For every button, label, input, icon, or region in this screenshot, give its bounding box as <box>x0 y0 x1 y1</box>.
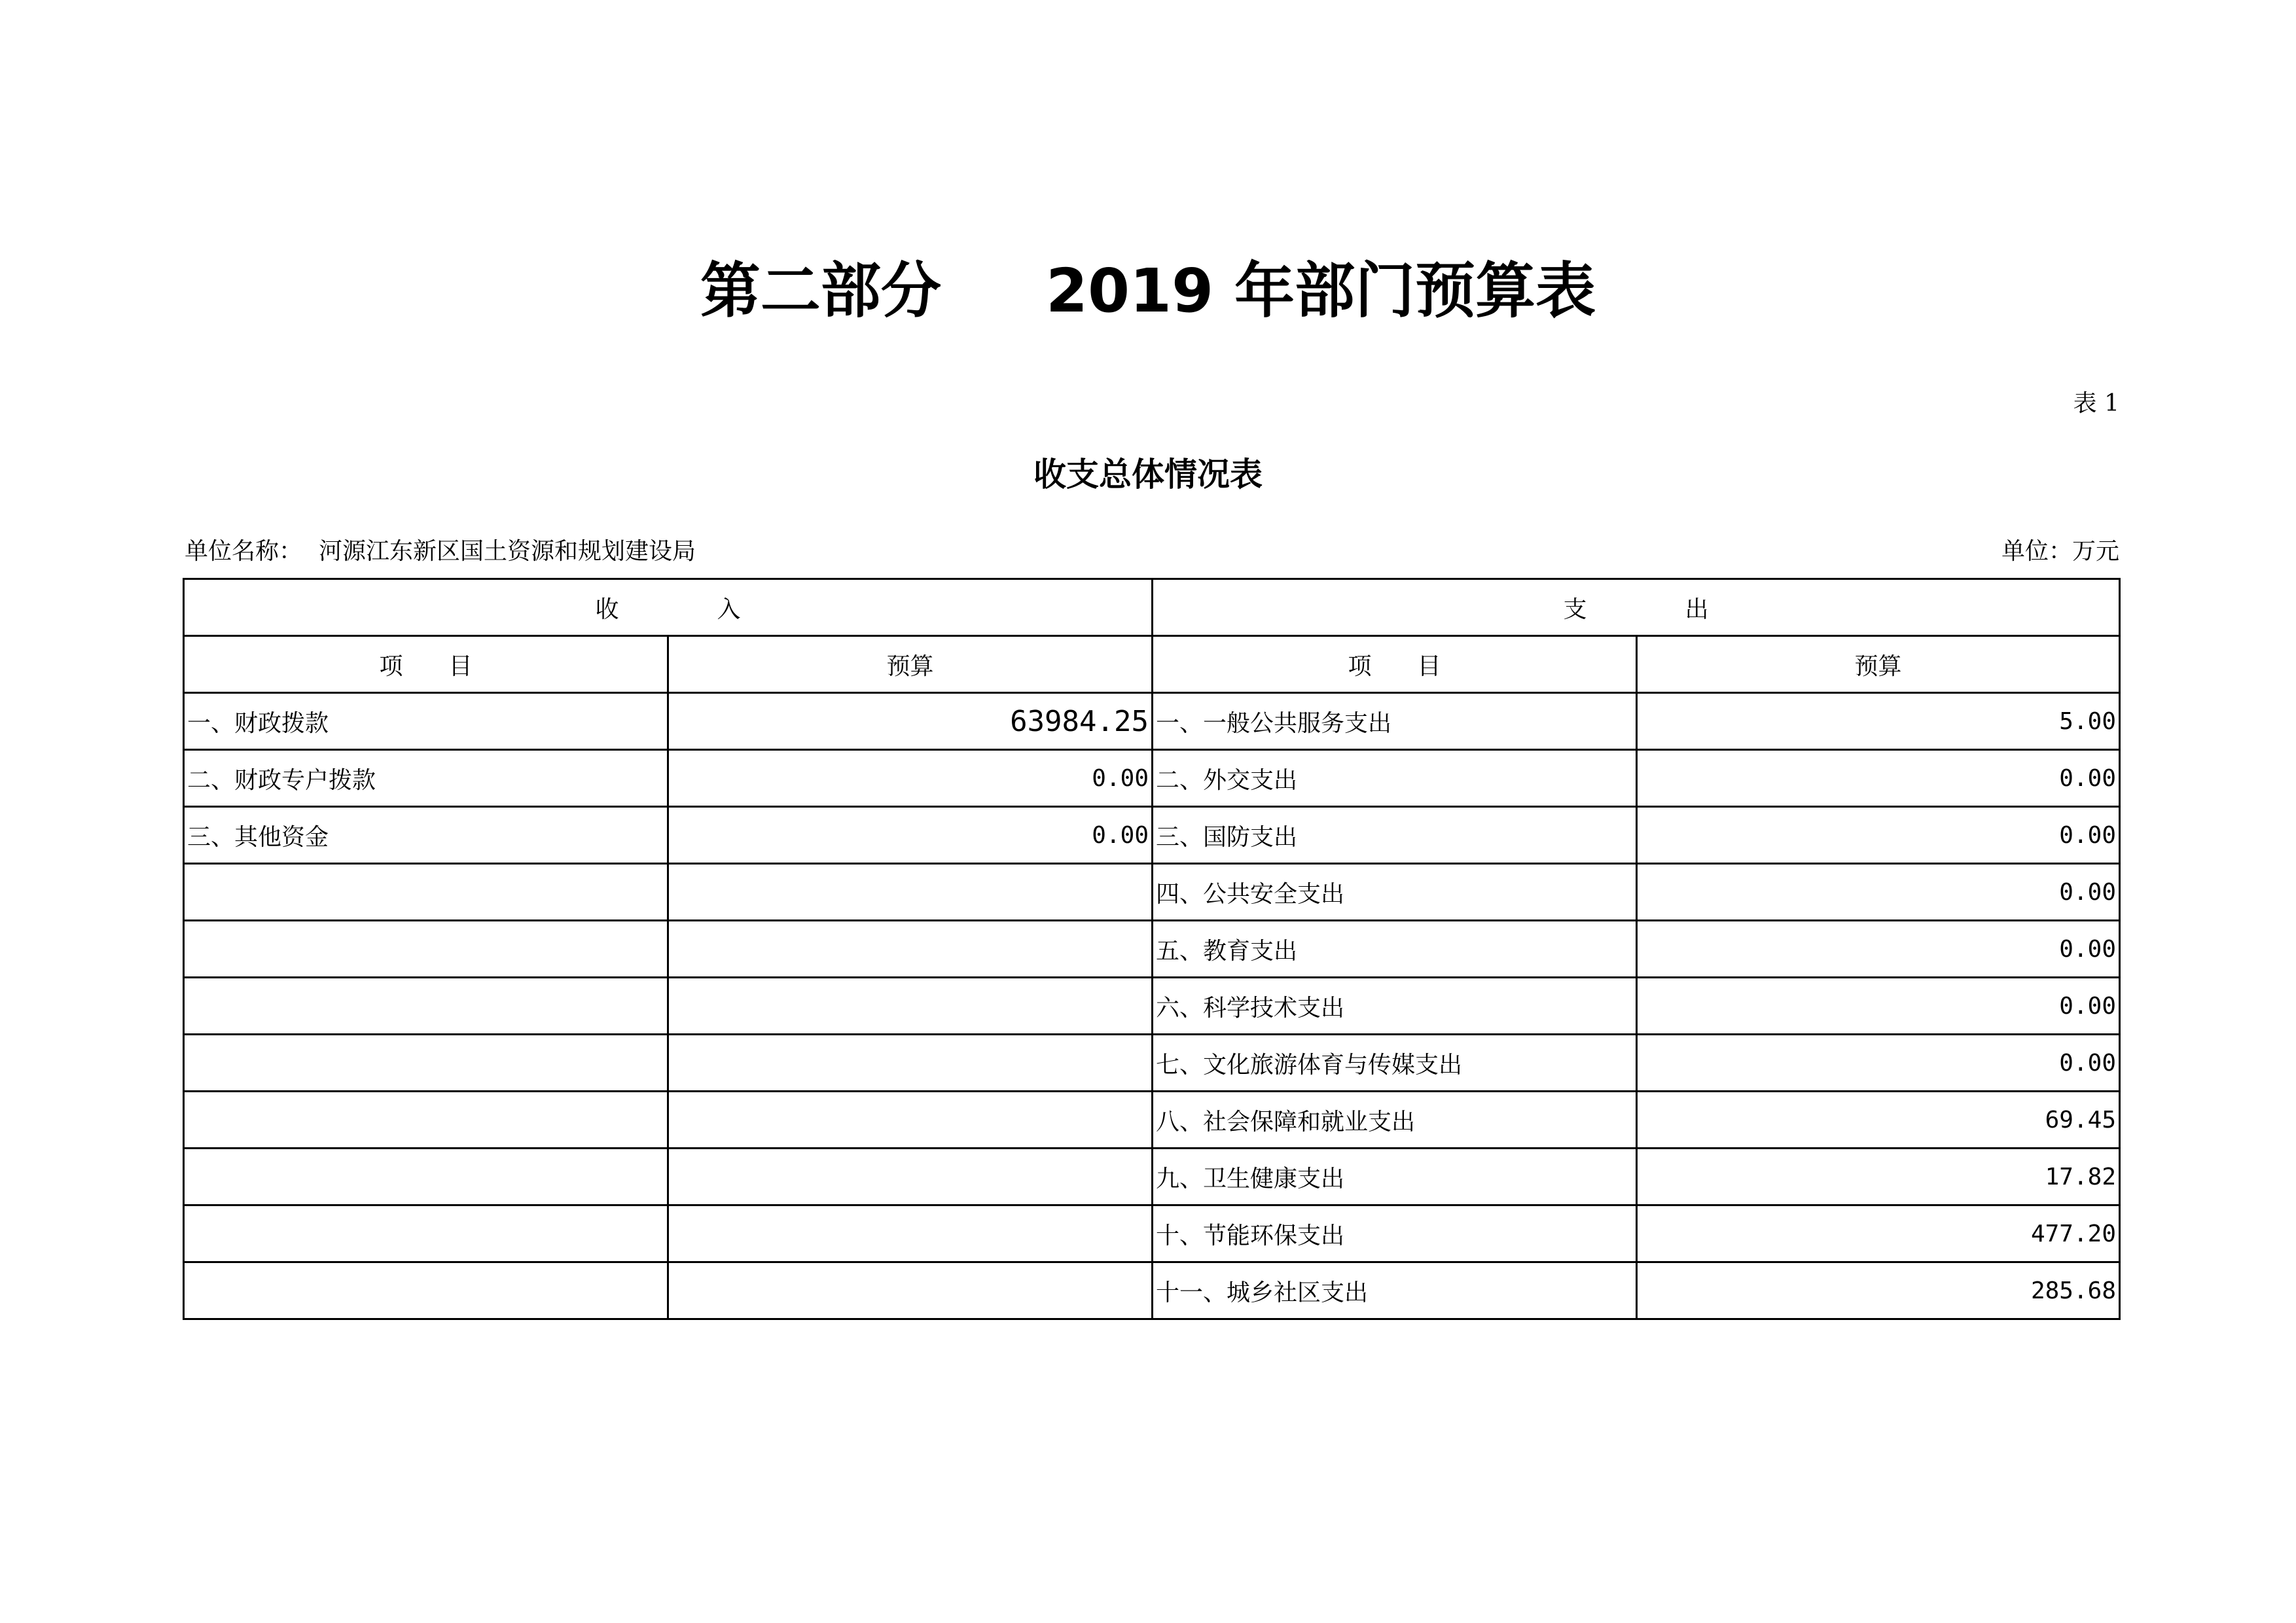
income-item-cell: 二、财政专户拨款 <box>184 750 668 807</box>
table-section-header-row <box>184 579 2120 636</box>
expense-item-cell: 十一、城乡社区支出 <box>1153 1262 1637 1319</box>
expense-item-header <box>1153 636 1637 693</box>
income-item-cell <box>184 921 668 978</box>
table-row <box>184 1262 2120 1319</box>
income-item-cell <box>184 1262 668 1319</box>
expense-item-cell: 四、公共安全支出 <box>1153 864 1637 921</box>
expense-budget-cell: 0.00 <box>1637 978 2120 1035</box>
income-item-header-char-2: 目 <box>448 652 473 680</box>
table-row <box>184 693 2120 750</box>
expense-budget-cell: 477.20 <box>1637 1205 2120 1262</box>
table-row <box>184 1092 2120 1149</box>
expense-budget-cell: 0.00 <box>1637 864 2120 921</box>
income-budget-cell: 63984.25 <box>668 693 1153 750</box>
expense-item-header-char-2: 目 <box>1417 652 1441 680</box>
income-budget-cell <box>668 1205 1153 1262</box>
income-header-char-2: 入 <box>717 596 741 623</box>
table-title: 收支总体情况表 <box>1033 455 1263 493</box>
income-budget-cell <box>668 978 1153 1035</box>
table-row <box>184 750 2120 807</box>
income-budget-cell <box>668 1262 1153 1319</box>
income-item-cell: 一、财政拨款 <box>184 693 668 750</box>
expense-budget-cell: 0.00 <box>1637 1035 2120 1092</box>
table-row <box>184 1035 2120 1092</box>
page-title: 第二部分 2019 年部门预算表 <box>700 256 1596 326</box>
expense-budget-cell: 69.45 <box>1637 1092 2120 1149</box>
income-item-cell <box>184 1035 668 1092</box>
income-item-header <box>184 636 668 693</box>
income-budget-cell <box>668 1092 1153 1149</box>
income-budget-cell <box>668 864 1153 921</box>
expense-item-cell: 二、外交支出 <box>1153 750 1637 807</box>
expense-budget-cell: 285.68 <box>1637 1262 2120 1319</box>
unit-measure-label: 单位：万元 <box>2001 538 2119 565</box>
expense-item-cell: 五、教育支出 <box>1153 921 1637 978</box>
table-column-header-row <box>184 636 2120 693</box>
income-budget-cell <box>668 1035 1153 1092</box>
expense-item-cell: 七、文化旅游体育与传媒支出 <box>1153 1035 1637 1092</box>
income-item-cell: 三、其他资金 <box>184 807 668 864</box>
table-row <box>184 807 2120 864</box>
expense-header-cell <box>1153 579 2120 636</box>
table-number: 表 1 <box>2073 390 2119 417</box>
income-budget-cell: 0.00 <box>668 807 1153 864</box>
income-header-cell <box>184 579 1153 636</box>
expense-budget-cell: 0.00 <box>1637 807 2120 864</box>
expense-item-cell: 十、节能环保支出 <box>1153 1205 1637 1262</box>
income-item-cell <box>184 864 668 921</box>
income-budget-cell <box>668 1149 1153 1205</box>
income-budget-cell <box>668 921 1153 978</box>
expense-item-cell: 八、社会保障和就业支出 <box>1153 1092 1637 1149</box>
expense-budget-cell: 5.00 <box>1637 693 2120 750</box>
expense-budget-cell: 17.82 <box>1637 1149 2120 1205</box>
unit-info-row <box>185 534 2119 569</box>
expense-item-header-char-1: 项 <box>1348 652 1372 680</box>
table-row <box>184 864 2120 921</box>
budget-summary-table <box>183 578 2121 1320</box>
table-row <box>184 978 2120 1035</box>
income-budget-header: 预算 <box>668 636 1153 693</box>
income-budget-cell: 0.00 <box>668 750 1153 807</box>
unit-name-label: 单位名称： <box>185 538 303 565</box>
income-item-cell <box>184 978 668 1035</box>
table-row <box>184 1205 2120 1262</box>
expense-item-cell: 一、一般公共服务支出 <box>1153 693 1637 750</box>
table-row <box>184 921 2120 978</box>
expense-budget-header: 预算 <box>1637 636 2120 693</box>
expense-budget-cell: 0.00 <box>1637 921 2120 978</box>
income-item-cell <box>184 1205 668 1262</box>
expense-budget-cell: 0.00 <box>1637 750 2120 807</box>
expense-header-char-2: 出 <box>1685 596 1709 623</box>
expense-item-cell: 九、卫生健康支出 <box>1153 1149 1637 1205</box>
unit-name-value: 河源江东新区国土资源和规划建设局 <box>319 538 696 565</box>
income-item-cell <box>184 1092 668 1149</box>
income-header-char-1: 收 <box>595 596 619 623</box>
expense-item-cell: 三、国防支出 <box>1153 807 1637 864</box>
expense-item-cell: 六、科学技术支出 <box>1153 978 1637 1035</box>
expense-header-char-1: 支 <box>1563 596 1587 623</box>
table-row <box>184 1149 2120 1205</box>
income-item-header-char-1: 项 <box>379 652 403 680</box>
income-item-cell <box>184 1149 668 1205</box>
